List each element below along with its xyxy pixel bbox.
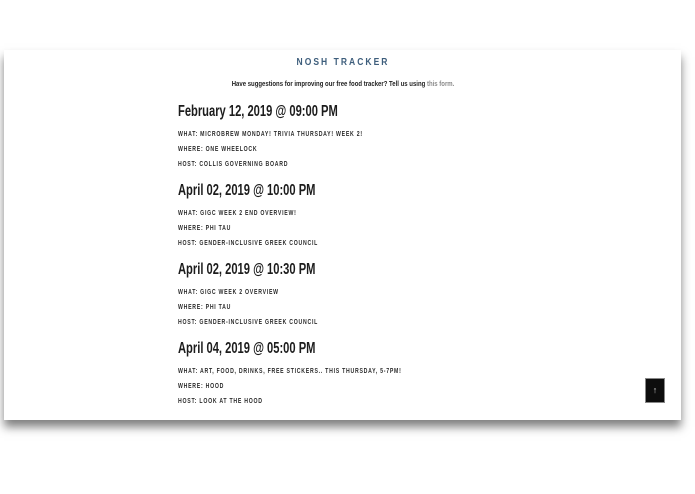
event-host: HOST: GENDER-INCLUSIVE GREEK COUNCIL [177, 319, 318, 326]
event-datetime: April 04, 2019 @ 05:00 PM [177, 340, 315, 357]
content-sheet [4, 50, 681, 420]
suggestions-text-body: Have suggestions for improving our free food tracker? Tell us using [231, 79, 427, 88]
event-list [178, 103, 508, 409]
event-where: WHERE: PHI TAU [177, 225, 231, 232]
event-what: WHAT: MICROBREW MONDAY! TRIVIA THURSDAY! WEEK 2! [177, 131, 363, 138]
event-what: WHAT: ART, FOOD, DRINKS, FREE STICKERS.. THIS THURSDAY, 5-7PM! [177, 368, 402, 375]
event-host: HOST: COLLIS GOVERNING BOARD [177, 161, 288, 168]
event-what: WHAT: GIGC WEEK 2 OVERVIEW [177, 289, 279, 296]
event-host: HOST: GENDER-INCLUSIVE GREEK COUNCIL [177, 240, 318, 247]
event-datetime: February 12, 2019 @ 09:00 PM [177, 103, 338, 120]
page-title: NOSH TRACKER [296, 57, 389, 68]
event-datetime: April 02, 2019 @ 10:30 PM [177, 261, 315, 278]
event-item [178, 261, 508, 330]
up-arrow-icon: ↑ [652, 385, 658, 395]
content-column [178, 58, 508, 409]
event-host: HOST: LOOK AT THE HOOD [177, 398, 263, 405]
event-item [178, 340, 508, 409]
suggestions-text [211, 79, 475, 89]
event-where: WHERE: PHI TAU [177, 304, 231, 311]
event-where: WHERE: HOOD [177, 383, 224, 390]
event-datetime: April 02, 2019 @ 10:00 PM [177, 182, 315, 199]
suggestions-form-link[interactable]: this form. [426, 79, 454, 88]
event-item [178, 182, 508, 251]
event-item [178, 103, 508, 172]
event-where: WHERE: ONE WHEELOCK [177, 146, 257, 153]
back-to-top-button[interactable] [645, 378, 665, 403]
event-what: WHAT: GIGC WEEK 2 END OVERVIEW! [177, 210, 297, 217]
